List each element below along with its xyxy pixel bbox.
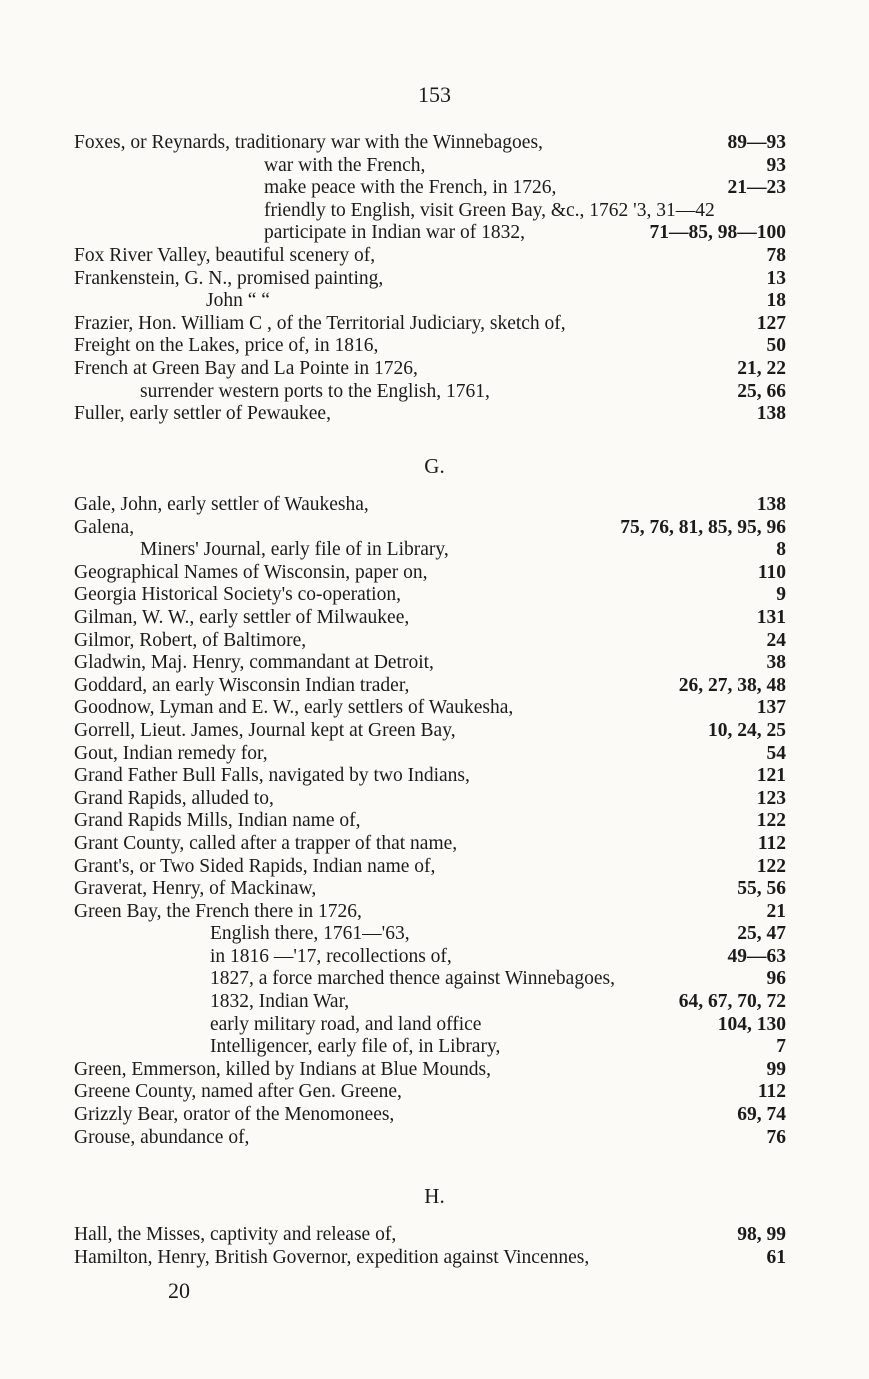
entry-text: Fuller, early settler of Pewaukee,	[74, 403, 331, 425]
entry-text: French at Green Bay and La Pointe in 1726,	[74, 357, 418, 379]
entry-pages: 96	[766, 968, 786, 990]
entry-text: Grouse, abundance of,	[74, 1126, 250, 1148]
entry-pages: 112	[757, 1081, 786, 1103]
index-entry	[74, 1104, 786, 1127]
index-entry	[74, 1059, 786, 1082]
entry-text: Geographical Names of Wisconsin, paper on,	[74, 561, 428, 583]
entry-text: Foxes, or Reynards, traditionary war with the Winnebagoes,	[74, 132, 543, 153]
entry-text: Greene County, named after Gen. Greene,	[74, 1081, 402, 1103]
entry-text: 1832, Indian War,	[210, 991, 350, 1013]
entry-pages: 104, 130	[717, 1013, 786, 1035]
entry-pages: 54	[766, 742, 786, 764]
entry-text: Gout, Indian remedy for,	[74, 742, 268, 764]
entry-pages: 78	[766, 244, 786, 266]
entry-text: make peace with the French, in 1726,	[264, 177, 557, 199]
index-entry	[74, 968, 786, 991]
index-entry	[74, 562, 786, 585]
index-entry	[74, 1127, 786, 1150]
index-entry	[74, 245, 786, 268]
entry-pages: 99	[766, 1058, 786, 1080]
index-entry	[74, 856, 786, 879]
entry-pages: 24	[766, 629, 786, 651]
entry-text: Gilman, W. W., early settler of Milwaukee,	[74, 606, 410, 628]
entry-text: early military road, and land office	[210, 1013, 482, 1035]
entry-pages: 93	[766, 154, 786, 176]
entry-text: in 1816 —'17, recollections of,	[210, 945, 452, 967]
entry-pages: 121	[756, 765, 786, 787]
entry-text: Frazier, Hon. William C , of the Territorial Judiciary, sketch of,	[74, 312, 566, 334]
entry-pages: 21	[766, 900, 786, 922]
entry-pages: 21, 22	[737, 357, 786, 379]
entry-text: Gladwin, Maj. Henry, commandant at Detroit,	[74, 652, 434, 674]
entry-pages: 71—85, 98—100	[649, 222, 786, 244]
entry-pages: 127	[756, 312, 786, 334]
entry-pages: 137	[756, 697, 786, 719]
index-entry	[74, 200, 786, 223]
index-entry	[74, 1036, 786, 1059]
index-entry	[74, 1247, 786, 1270]
entry-text: Green, Emmerson, killed by Indians at Blue Mounds,	[74, 1058, 492, 1080]
index-entry	[74, 132, 786, 155]
index-entry	[74, 381, 786, 404]
entry-text: Georgia Historical Society's co-operation,	[74, 584, 401, 606]
entry-pages: 112	[757, 832, 786, 854]
entry-text: Hamilton, Henry, British Governor, expedition against Vincennes,	[74, 1246, 590, 1268]
entry-pages: 64, 67, 70, 72	[678, 991, 786, 1013]
index-entry	[74, 991, 786, 1014]
entry-text: Grand Rapids Mills, Indian name of,	[74, 810, 361, 832]
index-entry	[74, 720, 786, 743]
index-entry	[74, 290, 786, 313]
entry-text: Goddard, an early Wisconsin Indian trader,	[74, 674, 410, 696]
index-entry	[74, 358, 786, 381]
entry-pages: 110	[757, 561, 786, 583]
section-letter-h: H.	[424, 1184, 445, 1208]
entry-text: Grant County, called after a trapper of that name,	[74, 832, 458, 854]
entry-pages: 55, 56	[737, 878, 786, 900]
entry-pages: 138	[756, 494, 786, 515]
index-entry	[74, 335, 786, 358]
section-letter-g: G.	[424, 454, 445, 478]
entry-pages: 10, 24, 25	[708, 719, 786, 741]
index-entry	[74, 878, 786, 901]
entry-pages: 7	[776, 1036, 786, 1058]
entry-text: Grand Father Bull Falls, navigated by two Indians,	[74, 765, 470, 787]
index-entry	[74, 584, 786, 607]
entry-pages: 61	[766, 1246, 786, 1268]
entry-pages: 26, 27, 38, 48	[678, 674, 786, 696]
index-entry	[74, 222, 786, 245]
entry-pages: 25, 47	[737, 923, 786, 945]
entry-pages: 123	[756, 787, 786, 809]
entry-pages: 122	[756, 810, 786, 832]
index-entry	[74, 313, 786, 336]
index-entry	[74, 923, 786, 946]
entry-text: Frankenstein, G. N., promised painting,	[74, 267, 384, 289]
entry-text: participate in Indian war of 1832,	[264, 222, 525, 244]
index-entry	[74, 833, 786, 856]
index-section-f	[74, 132, 786, 426]
entry-text: surrender western ports to the English, 1761,	[140, 380, 490, 402]
index-entry	[74, 539, 786, 562]
entry-text: Hall, the Misses, captivity and release of,	[74, 1224, 397, 1245]
entry-text: John “ “	[206, 290, 270, 312]
signature-mark: 20	[168, 1278, 190, 1303]
entry-text: Fox River Valley, beautiful scenery of,	[74, 244, 376, 266]
entry-pages: 9	[776, 584, 786, 606]
entry-text: Galena,	[74, 516, 135, 538]
entry-text: 1827, a force marched thence against Winnebagoes,	[210, 968, 615, 990]
entry-pages: 131	[756, 606, 786, 628]
index-entry	[74, 901, 786, 924]
index-entry	[74, 743, 786, 766]
index-section-h	[74, 1224, 786, 1269]
entry-text: Green Bay, the French there in 1726,	[74, 900, 362, 922]
entry-pages: 18	[766, 290, 786, 312]
index-entry	[74, 1224, 786, 1247]
entry-text: Graverat, Henry, of Mackinaw,	[74, 878, 317, 900]
index-entry	[74, 810, 786, 833]
entry-pages: 21—23	[727, 177, 786, 199]
entry-pages: 8	[776, 539, 786, 561]
entry-pages: 89—93	[727, 132, 786, 153]
index-entry	[74, 155, 786, 178]
index-entry	[74, 765, 786, 788]
index-entry	[74, 177, 786, 200]
entry-text: Grand Rapids, alluded to,	[74, 787, 274, 809]
index-entry	[74, 517, 786, 540]
entry-text: Grant's, or Two Sided Rapids, Indian name of,	[74, 855, 436, 877]
entry-pages: 138	[756, 403, 786, 425]
entry-pages: 69, 74	[737, 1104, 786, 1126]
index-entry	[74, 788, 786, 811]
entry-text: Gorrell, Lieut. James, Journal kept at Green Bay,	[74, 719, 456, 741]
index-section-g	[74, 494, 786, 1149]
entry-pages: 38	[766, 652, 786, 674]
entry-pages: 49—63	[727, 945, 786, 967]
entry-pages: 50	[766, 335, 786, 357]
entry-text: Intelligencer, early file of, in Library,	[210, 1036, 501, 1058]
entry-pages: 122	[756, 855, 786, 877]
index-entry	[74, 403, 786, 426]
index-entry	[74, 652, 786, 675]
index-entry	[74, 630, 786, 653]
entry-pages: 76	[766, 1126, 786, 1148]
index-entry	[74, 494, 786, 517]
page-number: 153	[418, 82, 451, 107]
entry-text: English there, 1761—'63,	[210, 923, 410, 945]
index-entry	[74, 675, 786, 698]
entry-text: Freight on the Lakes, price of, in 1816,	[74, 335, 379, 357]
entry-text: Gilmor, Robert, of Baltimore,	[74, 629, 307, 651]
entry-text: friendly to English, visit Green Bay, &c., 1762 '3, 31—42	[264, 199, 715, 221]
entry-pages: 25, 66	[737, 380, 786, 402]
index-entry	[74, 268, 786, 291]
entry-text: Grizzly Bear, orator of the Menomonees,	[74, 1104, 395, 1126]
entry-pages: 75, 76, 81, 85, 95, 96	[620, 516, 786, 538]
entry-pages: 13	[766, 267, 786, 289]
index-entry	[74, 1081, 786, 1104]
index-entry	[74, 1014, 786, 1037]
entry-text: Miners' Journal, early file of in Library,	[140, 539, 449, 561]
entry-pages: 98, 99	[737, 1224, 786, 1245]
index-entry	[74, 946, 786, 969]
index-entry	[74, 697, 786, 720]
entry-text: Gale, John, early settler of Waukesha,	[74, 494, 369, 515]
entry-text: war with the French,	[264, 154, 426, 176]
entry-text: Goodnow, Lyman and E. W., early settlers of Waukesha,	[74, 697, 514, 719]
index-entry	[74, 607, 786, 630]
